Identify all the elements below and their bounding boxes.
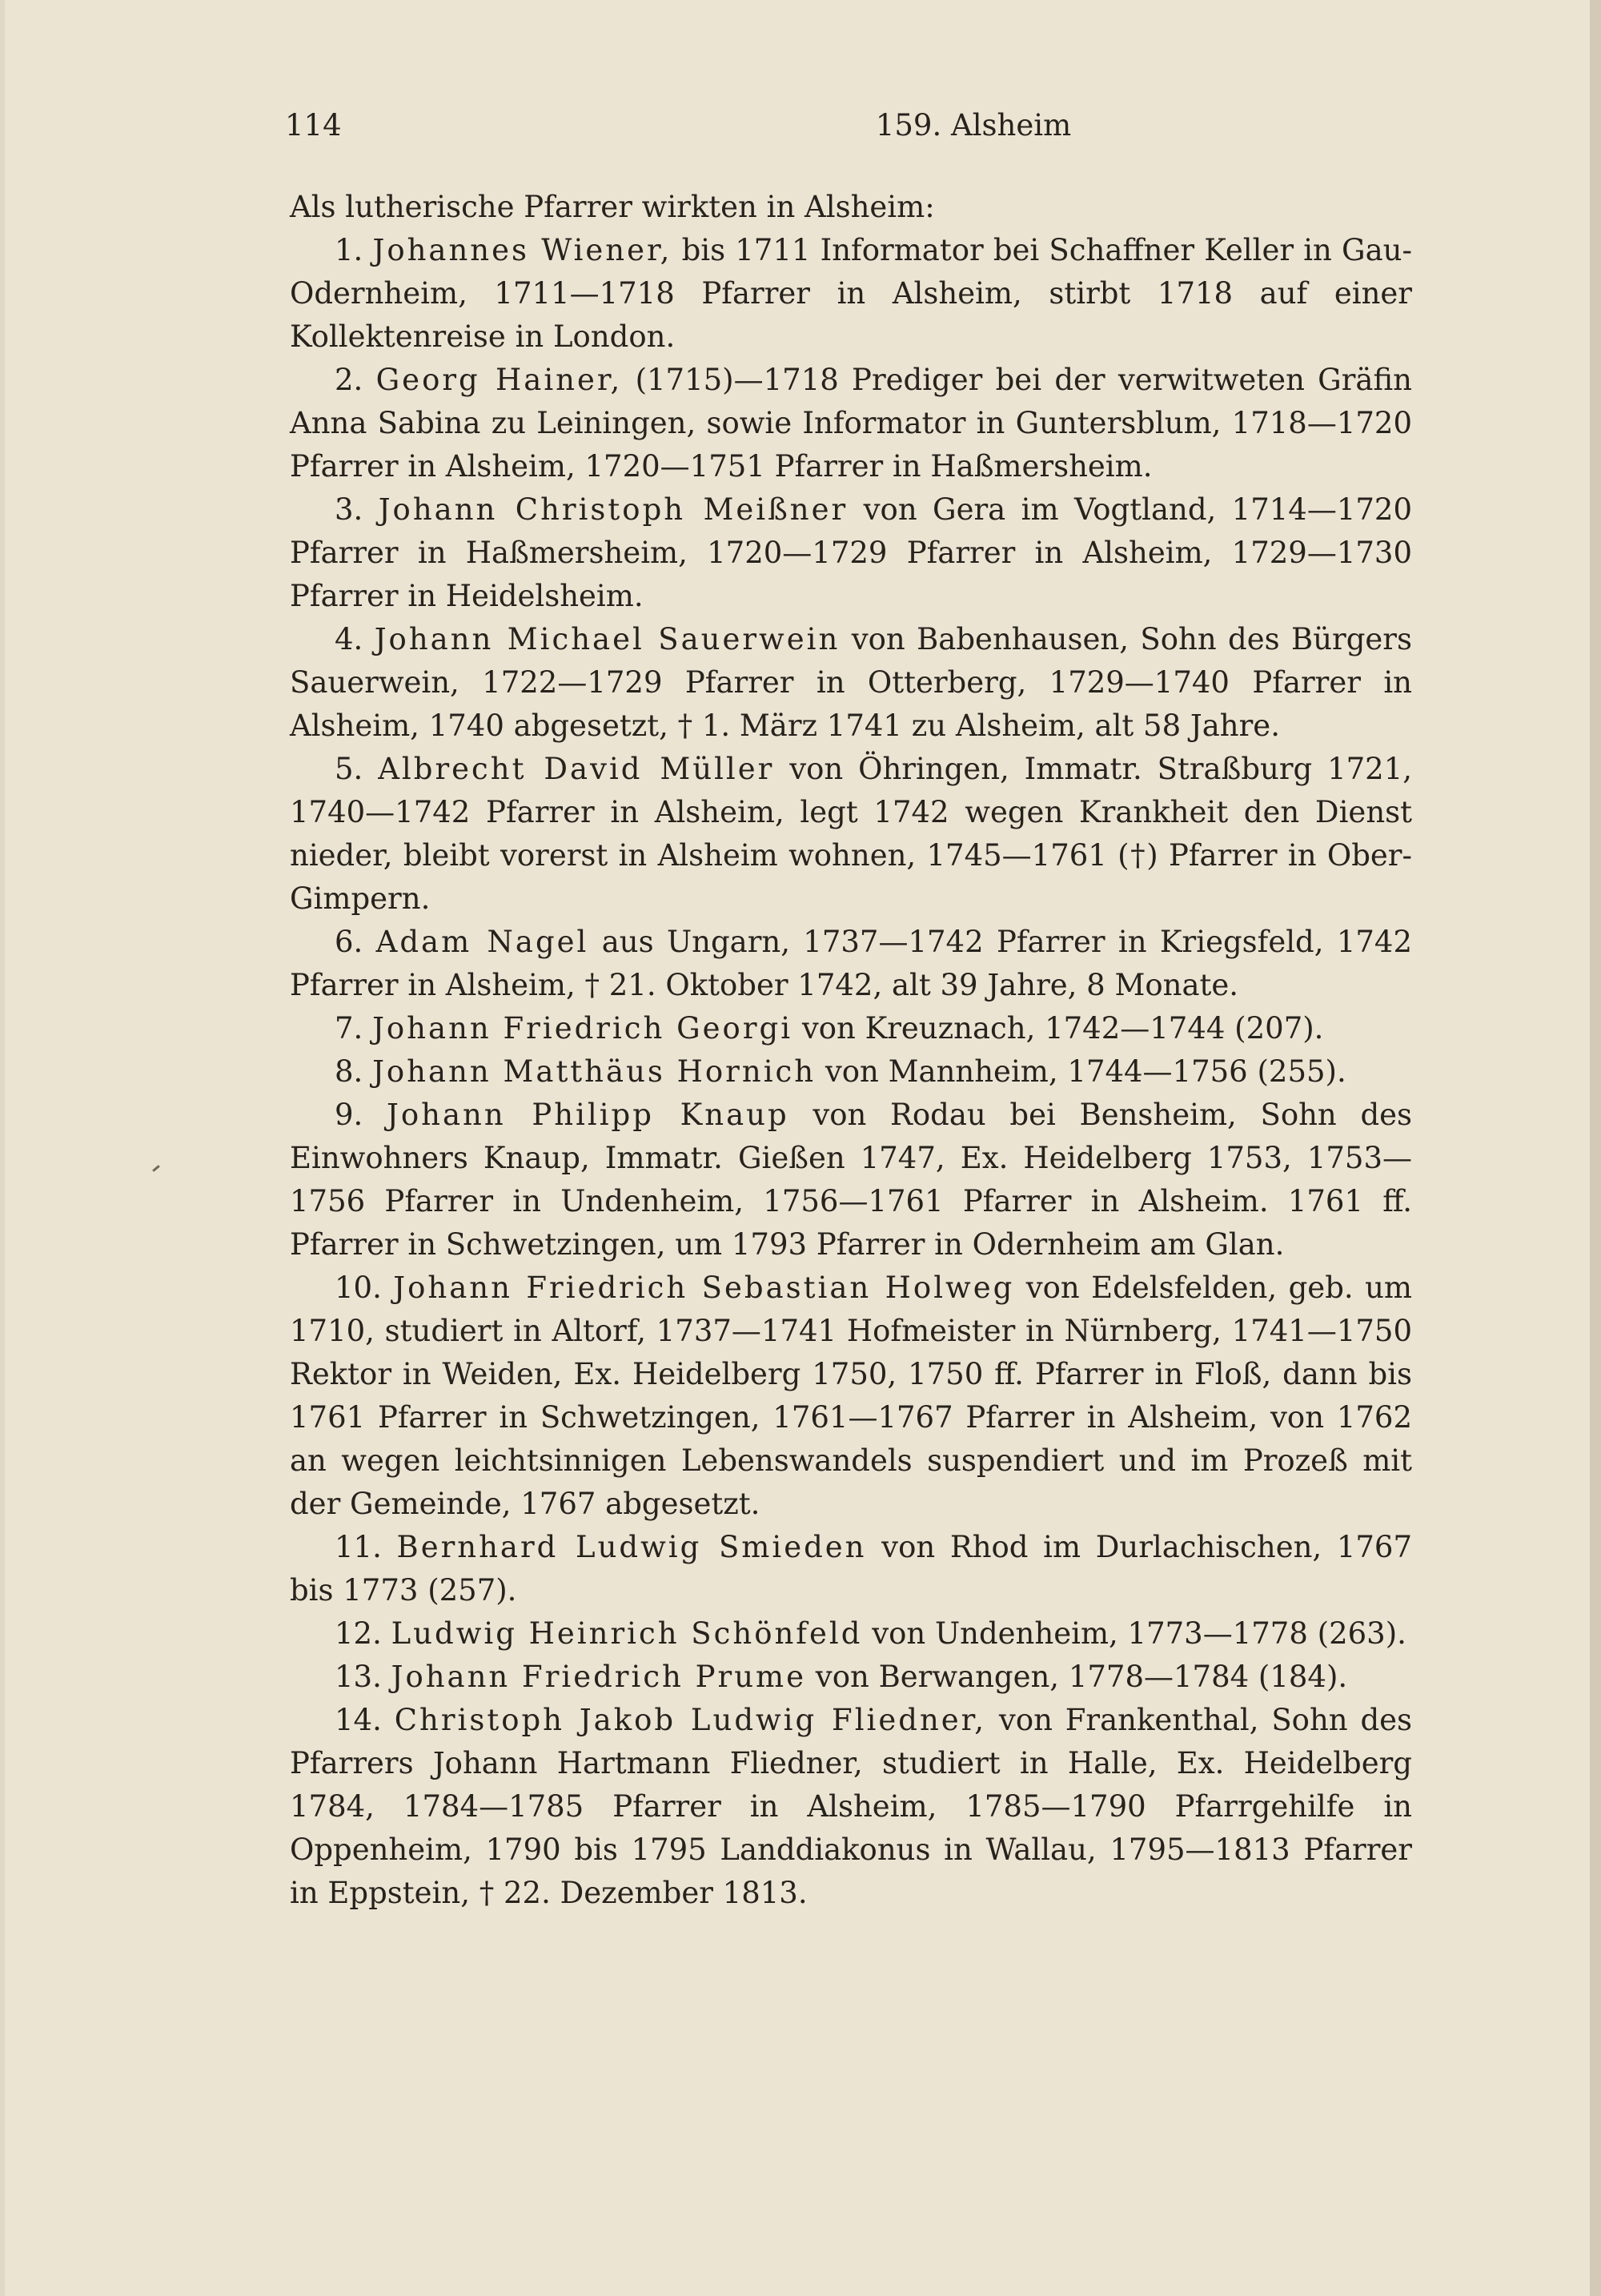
pastor-name: Johann Friedrich Prume bbox=[391, 1660, 807, 1694]
running-title: 159. Alsheim bbox=[875, 108, 1072, 142]
entry-text: von Rodau bei Bensheim, Sohn des Einwohners Knaup, Immatr. Gießen 1747, Ex. Heidelberg 1753, 1753—1756 Pfarrer in Undenheim, 1756—1761 Pfarrer in Alsheim. 1761 ff. Pfarrer in Schwetzingen, um 1793 Pfarrer in Odernheim am Glan. bbox=[290, 1098, 1413, 1262]
pastor-entry bbox=[290, 1050, 1412, 1094]
intro-line: Als lutherische Pfarrer wirkten in Alsheim: bbox=[290, 190, 935, 224]
pastor-entry bbox=[290, 1007, 1412, 1050]
scan-edge-right bbox=[1590, 0, 1601, 2296]
entry-text: von Öhringen, Immatr. Straßburg 1721, 1740—1742 Pfarrer in Alsheim, legt 1742 wegen Krankheit den Dienst nieder, bleibt vorerst in Alsheim wohnen, 1745—1761 (†) Pfarrer in Ober-Gimpern. bbox=[290, 752, 1413, 916]
entry-text: von Mannheim, 1744—1756 (255). bbox=[825, 1054, 1346, 1089]
entry-number: 5. bbox=[335, 752, 363, 786]
entry-text: von Gera im Vogtland, 1714—1720 Pfarrer in Haßmersheim, 1720—1729 Pfarrer in Alsheim, 1729—1730 Pfarrer in Heidelsheim. bbox=[290, 492, 1413, 613]
pastor-name: Johann Matthäus Hornich bbox=[372, 1054, 817, 1089]
pastor-name: Johann Michael Sauerwein bbox=[374, 622, 841, 656]
entry-number: 8. bbox=[335, 1054, 363, 1089]
entry-text: bis 1711 Informator bei Schaffner Keller in Gau-Odernheim, 1711—1718 Pfarrer in Alsheim, stirbt 1718 auf einer Kollektenreise in London. bbox=[290, 233, 1412, 354]
pastor-entry bbox=[290, 1612, 1412, 1656]
entry-text: aus Ungarn, 1737—1742 Pfarrer in Kriegsfeld, 1742 Pfarrer in Alsheim, † 21. Oktober 1742, alt 39 Jahre, 8 Monate. bbox=[290, 925, 1412, 1002]
pastor-entry bbox=[290, 229, 1412, 359]
pastor-name: Albrecht David Müller bbox=[378, 752, 775, 786]
pastor-entry bbox=[290, 618, 1412, 748]
stray-mark bbox=[152, 1165, 160, 1172]
pastor-name: Johann Philipp Knaup bbox=[387, 1098, 789, 1132]
entry-text: von Undenheim, 1773—1778 (263). bbox=[872, 1616, 1406, 1651]
entry-number: 9. bbox=[335, 1098, 363, 1132]
entry-number: 1. bbox=[335, 233, 363, 267]
entry-text: von Frankenthal, Sohn des Pfarrers Johann Hartmann Fliedner, studiert in Halle, Ex. Heidelberg 1784, 1784—1785 Pfarrer in Alsheim, 1785—1790 Pfarrgehilfe in Oppenheim, 1790 bis 1795 Landdiakonus in Wallau, 1795—1813 Pfarrer in Eppstein, † 22. Dezember 1813. bbox=[290, 1703, 1413, 1910]
entry-number: 12. bbox=[335, 1616, 382, 1651]
entry-number: 7. bbox=[335, 1011, 363, 1046]
entry-number: 2. bbox=[335, 363, 363, 397]
entry-text: (1715)—1718 Prediger bei der verwitweten Gräfin Anna Sabina zu Leiningen, sowie Informator in Guntersblum, 1718—1720 Pfarrer in Alsheim, 1720—1751 Pfarrer in Haßmersheim. bbox=[290, 363, 1412, 484]
pastor-list bbox=[290, 229, 1412, 1915]
pastor-entry bbox=[290, 1699, 1412, 1915]
entry-text: von Berwangen, 1778—1784 (184). bbox=[815, 1660, 1348, 1694]
entry-text: von Kreuznach, 1742—1744 (207). bbox=[801, 1011, 1324, 1046]
entry-number: 11. bbox=[335, 1530, 382, 1564]
pastor-name: Bernhard Ludwig Smieden bbox=[396, 1530, 867, 1564]
entry-number: 4. bbox=[335, 622, 363, 656]
pastor-entry bbox=[290, 1266, 1412, 1526]
page-body bbox=[290, 186, 1412, 1915]
pastor-entry bbox=[290, 921, 1412, 1007]
entry-number: 13. bbox=[335, 1660, 382, 1694]
entry-number: 10. bbox=[335, 1270, 382, 1305]
pastor-name: Johann Friedrich Georgi bbox=[372, 1011, 793, 1046]
pastor-entry bbox=[290, 359, 1412, 488]
pastor-name: Johann Friedrich Sebastian Holweg bbox=[393, 1270, 1015, 1305]
scan-edge-left bbox=[0, 0, 5, 2296]
entry-number: 14. bbox=[335, 1703, 382, 1737]
entry-text: von Edelsfelden, geb. um 1710, studiert in Altorf, 1737—1741 Hofmeister in Nürnberg, 1741—1750 Rektor in Weiden, Ex. Heidelberg 1750, 1750 ff. Pfarrer in Floß, dann bis 1761 Pfarrer in Schwetzingen, 1761—1767 Pfarrer in Alsheim, von 1762 an wegen leichtsinnigen Lebenswandels suspendiert und im Prozeß mit der Gemeinde, 1767 abgesetzt. bbox=[290, 1270, 1412, 1521]
entry-text: von Rhod im Durlachischen, 1767 bis 1773 (257). bbox=[290, 1530, 1412, 1608]
pastor-entry bbox=[290, 748, 1412, 921]
pastor-entry bbox=[290, 1656, 1412, 1699]
page-number: 114 bbox=[285, 108, 342, 142]
pastor-entry bbox=[290, 1526, 1412, 1612]
pastor-entry bbox=[290, 488, 1412, 618]
page-header bbox=[285, 108, 1414, 156]
entry-number: 3. bbox=[335, 492, 363, 527]
entry-text: von Babenhausen, Sohn des Bürgers Sauerwein, 1722—1729 Pfarrer in Otterberg, 1729—1740 Pfarrer in Alsheim, 1740 abgesetzt, † 1. März 1741 zu Alsheim, alt 58 Jahre. bbox=[290, 622, 1412, 743]
pastor-entry bbox=[290, 1094, 1412, 1266]
pastor-name: Ludwig Heinrich Schönfeld bbox=[391, 1616, 863, 1651]
pastor-name: Johann Christoph Meißner bbox=[378, 492, 849, 527]
pastor-name: Christoph Jakob Ludwig Fliedner, bbox=[394, 1703, 987, 1737]
pastor-name: Adam Nagel bbox=[375, 925, 589, 959]
entry-number: 6. bbox=[335, 925, 363, 959]
pastor-name: Johannes Wiener, bbox=[372, 233, 672, 267]
pastor-name: Georg Hainer, bbox=[375, 363, 623, 397]
